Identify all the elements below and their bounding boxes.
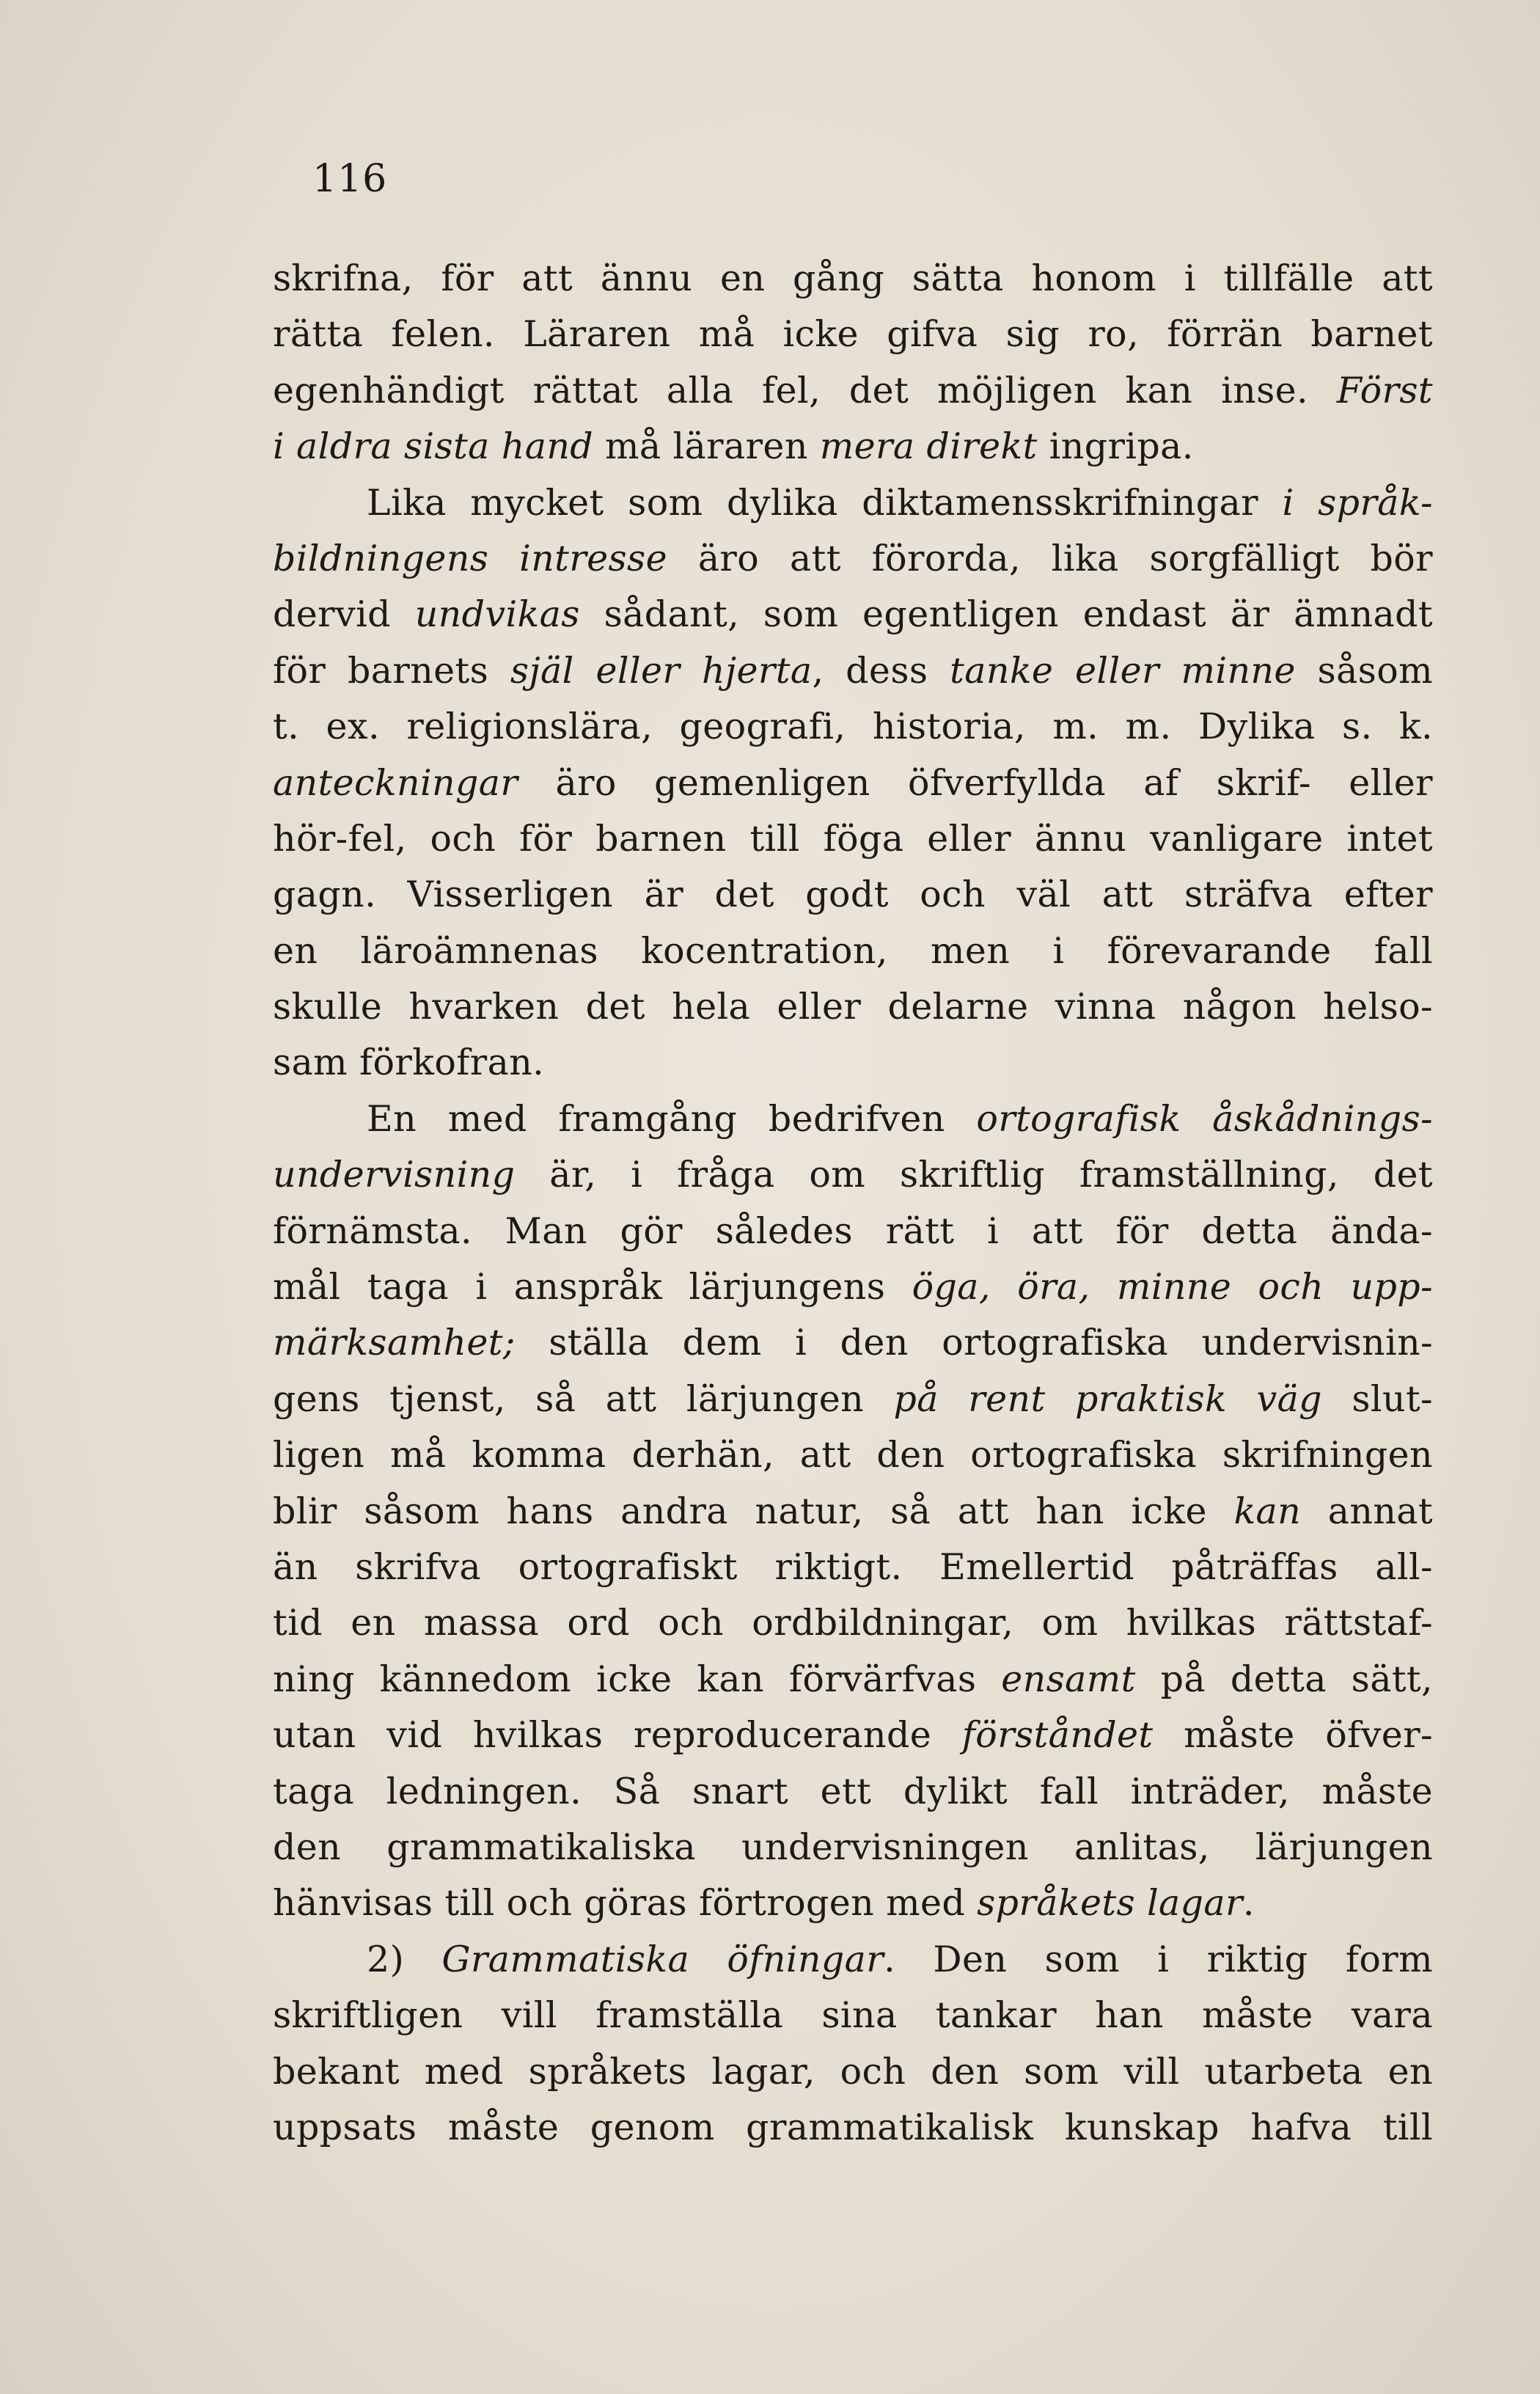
italic-emphasis: mera direkt (819, 425, 1038, 468)
italic-emphasis: kan (1233, 1490, 1302, 1532)
italic-emphasis: tanke eller minne (950, 649, 1296, 692)
italic-emphasis: förståndet (961, 1714, 1154, 1757)
italic-emphasis: ortografisk åskådnings- (976, 1097, 1433, 1140)
text-line: sam förkofran. (273, 1042, 545, 1084)
text-line: blir såsom hans andra natur, så att han icke kan annat (273, 1490, 1433, 1532)
italic-emphasis: Först (1336, 369, 1433, 411)
italic-emphasis: själ eller hjerta (510, 649, 813, 692)
text-line: dervid undvikas sådant, som egentligen endast är ämnadt (273, 593, 1433, 636)
italic-emphasis: bildningens intresse (273, 537, 667, 579)
text-line: än skrifva ortografiskt riktigt. Emellertid påträffas all- (273, 1545, 1433, 1588)
text-line: skrifna, för att ännu en gång sätta honom i tillfälle att (273, 257, 1433, 299)
text-line: undervisning är, i fråga om skriftlig framställning, det (273, 1154, 1433, 1196)
text-line: Lika mycket som dylika diktamensskrifningar i språk- (367, 481, 1433, 524)
text-line: hänvisas till och göras förtrogen med språkets lagar. (273, 1882, 1255, 1925)
text-line: egenhändigt rättat alla fel, det möjligen kan inse. Först (273, 369, 1433, 411)
italic-emphasis: på rent praktisk väg (893, 1377, 1322, 1420)
italic-emphasis: öga, öra, minne och upp- (912, 1266, 1433, 1308)
text-line: skulle hvarken det hela eller delarne vinna någon helso- (273, 986, 1433, 1028)
text-line: gens tjenst, så att lärjungen på rent praktisk väg slut- (273, 1377, 1433, 1420)
text-line: förnämsta. Man gör således rätt i att för detta ända- (273, 1209, 1433, 1252)
text-line: utan vid hvilkas reproducerande förståndet måste öfver- (273, 1714, 1433, 1757)
text-line: skriftligen vill framställa sina tankar han måste vara (273, 1994, 1433, 2037)
italic-emphasis: anteckningar (273, 761, 518, 804)
italic-emphasis: märksamhet; (273, 1322, 516, 1364)
italic-emphasis: språkets lagar (977, 1882, 1243, 1925)
body-text (273, 251, 1433, 2156)
italic-emphasis: i aldra sista hand (273, 425, 594, 468)
text-line: gagn. Visserligen är det godt och väl att sträfva efter (273, 874, 1433, 916)
italic-emphasis: undvikas (414, 593, 580, 636)
text-line: ning kännedom icke kan förvärfvas ensamt på detta sätt, (273, 1658, 1433, 1700)
page-number: 116 (312, 157, 388, 201)
text-line: taga ledningen. Så snart ett dylikt fall inträder, måste (273, 1770, 1433, 1812)
text-line: en läroämnenas kocentration, men i förevarande fall (273, 929, 1433, 972)
text-line: t. ex. religionslära, geografi, historia, m. m. Dylika s. k. (273, 706, 1433, 748)
text-line: anteckningar äro gemenligen öfverfyllda af skrif- eller (273, 761, 1433, 804)
text-line: ligen må komma derhän, att den ortografiska skrifningen (273, 1434, 1433, 1476)
text-line: bekant med språkets lagar, och den som vill utarbeta en (273, 2050, 1433, 2093)
italic-emphasis: Grammatiska öfningar (441, 1938, 884, 1980)
italic-emphasis: undervisning (273, 1154, 516, 1196)
italic-emphasis: i språk- (1282, 481, 1433, 524)
italic-emphasis: ensamt (1001, 1658, 1136, 1700)
text-line: hör-fel, och för barnen till föga eller ännu vanligare intet (273, 817, 1433, 860)
text-line: mål taga i anspråk lärjungens öga, öra, minne och upp- (273, 1266, 1433, 1308)
text-line: i aldra sista hand må läraren mera direkt ingripa. (273, 425, 1194, 468)
text-line: märksamhet; ställa dem i den ortografiska undervisnin- (273, 1322, 1433, 1364)
text-line: En med framgång bedrifven ortografisk åskådnings- (367, 1097, 1433, 1140)
text-line: bildningens intresse äro att förorda, lika sorgfälligt bör (273, 537, 1434, 579)
text-line: tid en massa ord och ordbildningar, om hvilkas rättstaf- (273, 1602, 1433, 1644)
text-line: för barnets själ eller hjerta, dess tanke eller minne såsom (273, 649, 1433, 692)
text-line: 2) Grammatiska öfningar. Den som i riktig form (367, 1938, 1433, 1980)
text-line: uppsats måste genom grammatikalisk kunskap hafva till (273, 2106, 1433, 2148)
text-line: rätta felen. Läraren må icke gifva sig ro, förrän barnet (273, 313, 1433, 356)
text-line: den grammatikaliska undervisningen anlitas, lärjungen (273, 1826, 1433, 1868)
